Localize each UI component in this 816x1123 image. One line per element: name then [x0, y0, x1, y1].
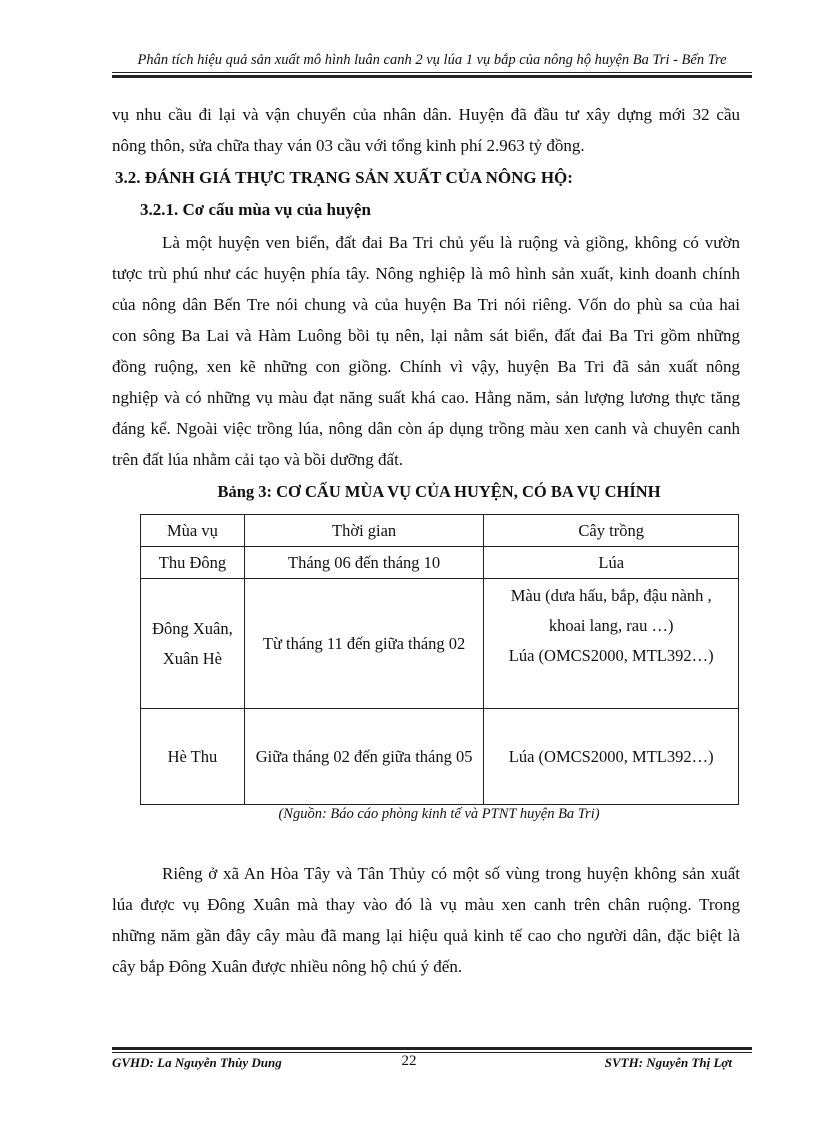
header-rule-thick	[112, 75, 752, 78]
crops-cell	[484, 579, 739, 709]
header-cell-time: Thời gian	[244, 515, 484, 547]
crops-line: Màu (dưa hấu, bắp, đậu nành ,	[510, 586, 712, 605]
text-line: tược trù phú như các huyện phía tây. Nông nghiệp là mô hình sản xuất, kinh doanh chính	[112, 264, 740, 283]
paragraph-1	[112, 227, 740, 475]
text-line: nghiệp và có những vụ màu đạt năng suất khá cao. Hằng năm, sản lượng lương thực tăng	[112, 388, 740, 407]
intro-paragraph	[112, 99, 740, 161]
text-line: những năm gần đây cây màu đã mang lại hiệu quả kinh tế cao cho người dân, đặc biệt là	[112, 926, 740, 945]
text-line: nông thôn, sửa chữa thay ván 03 cầu với tổng kinh phí 2.963 tỷ đồng.	[112, 136, 585, 155]
page-number: 22	[401, 1053, 417, 1069]
table-row	[141, 579, 739, 709]
table-header-row	[141, 515, 739, 547]
text-line: Riêng ở xã An Hòa Tây và Tân Thủy có một số vùng trong huyện không sản xuất	[162, 864, 740, 883]
paragraph-2	[112, 858, 740, 982]
subsection-heading: 3.2.1. Cơ cấu mùa vụ của huyện	[140, 200, 371, 219]
crops-cell: Lúa	[484, 547, 739, 579]
text-line: con sông Ba Lai và Hàm Luông bồi tụ nên, lại nằm sát biển, đất đai Ba Tri gồm những	[112, 326, 740, 345]
running-header: Phân tích hiệu quả sản xuất mô hình luân canh 2 vụ lúa 1 vụ bắp của nông hộ huyện Ba Tri - Bến Tre	[137, 52, 727, 68]
text-line: trên đất lúa nhằm cải tạo và bồi dưỡng đất.	[112, 450, 404, 469]
text-line: Là một huyện ven biển, đất đai Ba Tri chủ yếu là ruộng và giồng, không có vườn	[162, 233, 740, 252]
header-cell-crops: Cây trồng	[484, 515, 739, 547]
table-caption: Bảng 3: CƠ CẤU MÙA VỤ CỦA HUYỆN, CÓ BA VỤ CHÍNH	[217, 482, 661, 501]
crop-season-table	[140, 514, 739, 805]
footer-rule-thin	[112, 1052, 752, 1053]
text-line: của nông dân Bến Tre nói chung và của huyện Ba Tri nói riêng. Vốn do phù sa của hai	[112, 295, 740, 314]
footer-student: SVTH: Nguyễn Thị Lợt	[604, 1055, 732, 1070]
time-cell: Tháng 06 đến tháng 10	[244, 547, 484, 579]
season-cell: Thu Đông	[141, 547, 245, 579]
text-line: lúa được vụ Đông Xuân mà thay vào đó là vụ màu xen canh trên chân ruộng. Trong	[112, 895, 740, 914]
time-cell: Giữa tháng 02 đến giữa tháng 05	[244, 709, 484, 805]
text-line: cây bắp Đông Xuân được nhiều nông hộ chú ý đến.	[112, 957, 463, 976]
crops-cell: Lúa (OMCS2000, MTL392…)	[484, 709, 739, 805]
table-source-note: (Nguồn: Báo cáo phòng kinh tế và PTNT huyện Ba Tri)	[278, 806, 600, 822]
season-cell: Hè Thu	[141, 709, 245, 805]
table-row	[141, 547, 739, 579]
text-line: đồng ruộng, xen kẽ những con giồng. Chính vì vậy, huyện Ba Tri đã sản xuất nông	[112, 357, 740, 376]
text-line: vụ nhu cầu đi lại và vận chuyển của nhân dân. Huyện đã đầu tư xây dựng mới 32 cầu	[112, 105, 740, 124]
table-row	[141, 709, 739, 805]
header-rule-thin	[112, 72, 752, 73]
season-line: Đông Xuân,	[152, 618, 233, 638]
crops-line: Lúa (OMCS2000, MTL392…)	[508, 646, 714, 665]
season-line: Xuân Hè	[162, 648, 222, 668]
header-cell-season: Mùa vụ	[141, 515, 245, 547]
crops-line: khoai lang, rau …)	[548, 616, 674, 635]
text-line: đáng kể. Ngoài việc trồng lúa, nông dân còn áp dụng trồng màu xen canh và chuyên canh	[112, 419, 740, 438]
footer-rule-thick	[112, 1047, 752, 1050]
time-cell: Từ tháng 11 đến giữa tháng 02	[244, 579, 484, 709]
section-heading: 3.2. ĐÁNH GIÁ THỰC TRẠNG SẢN XUẤT CỦA NÔNG HỘ:	[115, 168, 573, 187]
footer-advisor: GVHD: La Nguyễn Thùy Dung	[112, 1055, 282, 1070]
season-cell	[141, 579, 245, 709]
